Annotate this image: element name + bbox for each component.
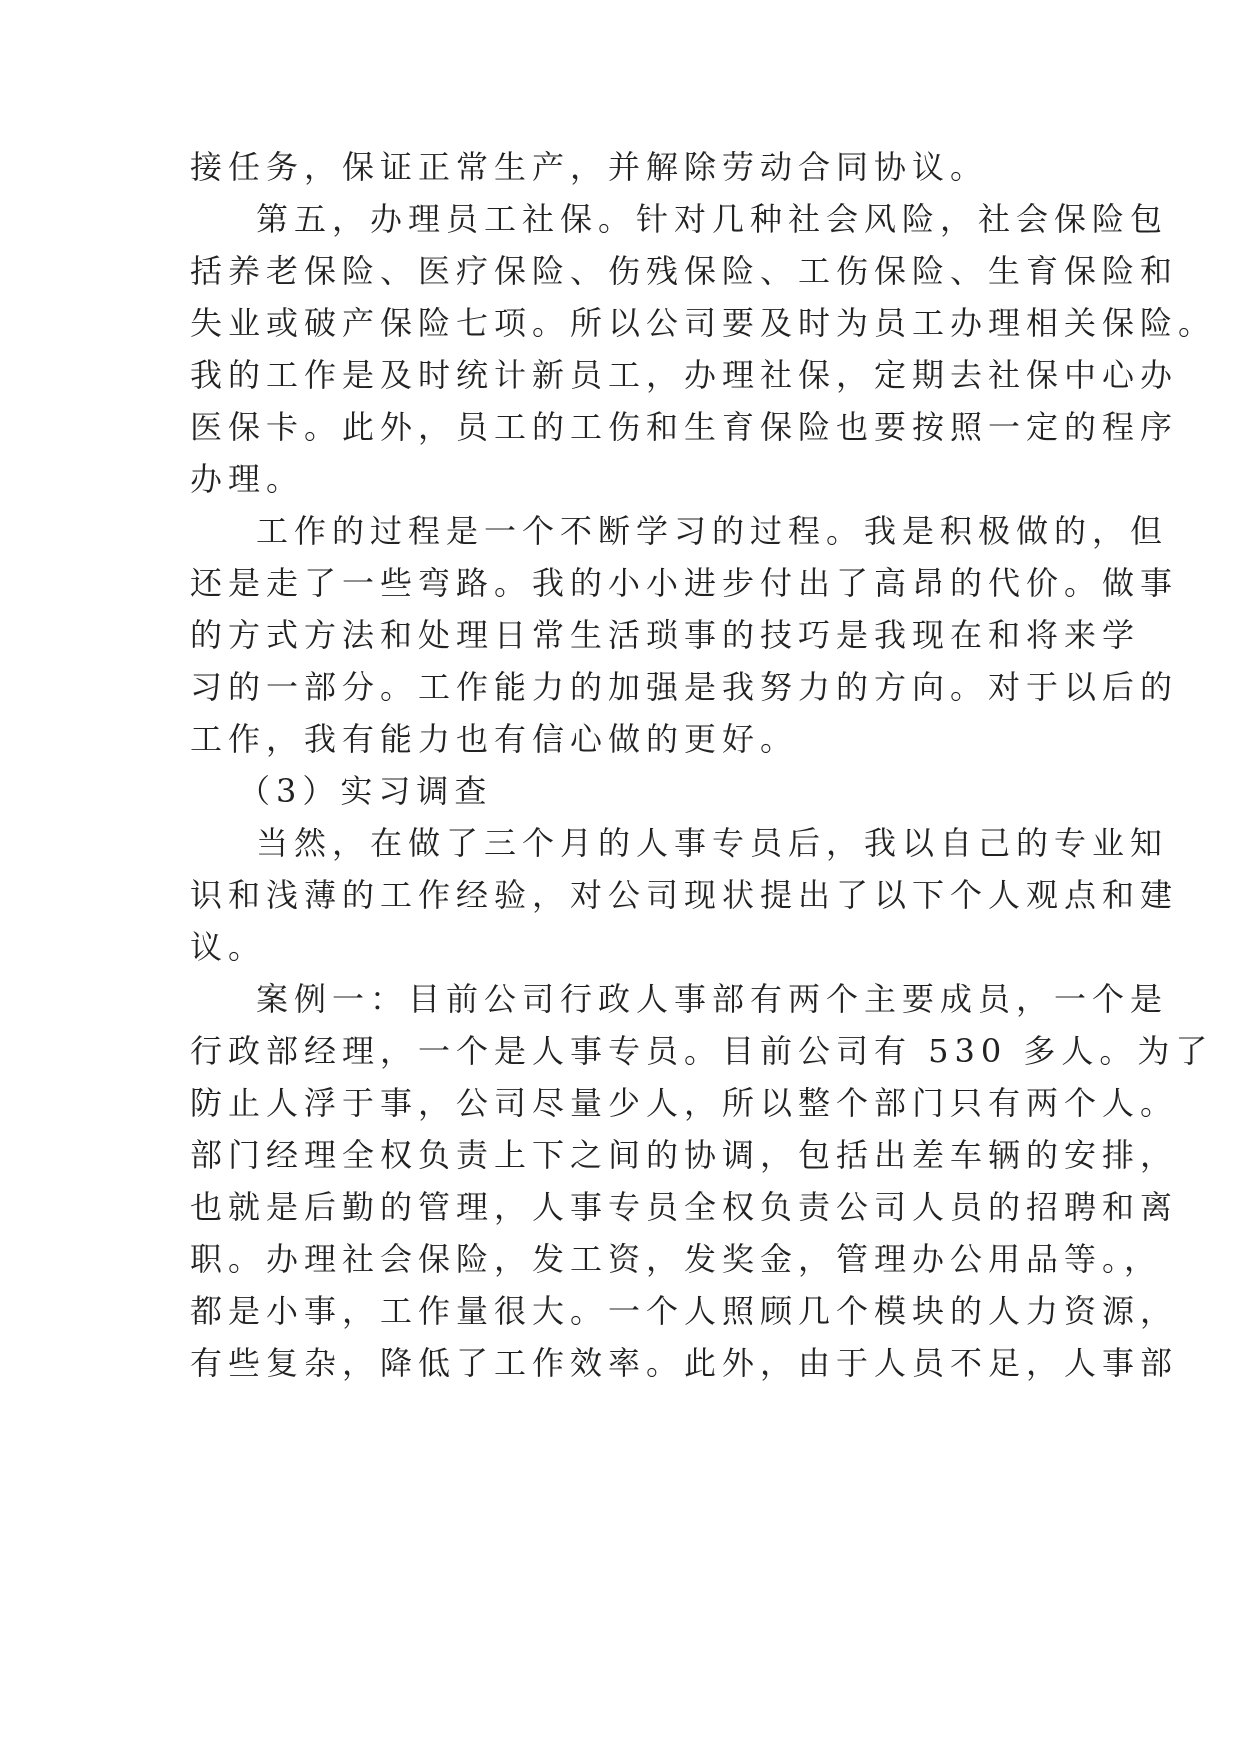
- text-line: 也就是后勤的管理，人事专员全权负责公司人员的招聘和离: [190, 1188, 1179, 1226]
- text-line: 职。办理社会保险，发工资，发奖金，管理办公用品等。，: [190, 1240, 1163, 1278]
- text-line: 办理。: [190, 460, 305, 498]
- text-line: 行政部经理，一个是人事专员。目前公司有 530 多人。为了: [190, 1032, 1214, 1070]
- text-line: 括养老保险、医疗保险、伤残保险、工伤保险、生育保险和: [190, 252, 1179, 290]
- text-line: 有些复杂，降低了工作效率。此外，由于人员不足，人事部: [190, 1344, 1179, 1382]
- paragraph-first-line: 当然，在做了三个月的人事专员后，我以自己的专业知: [256, 824, 1169, 862]
- text-line: 医保卡。此外，员工的工伤和生育保险也要按照一定的程序: [190, 408, 1179, 446]
- text-line: 议。: [190, 928, 267, 966]
- text-line: 还是走了一些弯路。我的小小进步付出了高昂的代价。做事: [190, 564, 1179, 602]
- paragraph-first-line: 工作的过程是一个不断学习的过程。我是积极做的，但: [256, 512, 1169, 550]
- text-line: 失业或破产保险七项。所以公司要及时为员工办理相关保险。: [190, 304, 1217, 342]
- paragraph-first-line: 第五，办理员工社保。针对几种社会风险，社会保险包: [256, 200, 1169, 238]
- text-line: 我的工作是及时统计新员工，办理社保，定期去社保中心办: [190, 356, 1179, 394]
- text-line: 习的一部分。工作能力的加强是我努力的方向。对于以后的: [190, 668, 1179, 706]
- text-line: 工作，我有能力也有信心做的更好。: [190, 720, 799, 758]
- paragraph-first-line: 案例一：目前公司行政人事部有两个主要成员，一个是: [256, 980, 1169, 1018]
- text-line: 识和浅薄的工作经验，对公司现状提出了以下个人观点和建: [190, 876, 1179, 914]
- text-line: 接任务，保证正常生产，并解除劳动合同协议。: [190, 148, 989, 186]
- text-line: 都是小事，工作量很大。一个人照顾几个模块的人力资源，: [190, 1292, 1179, 1330]
- text-line: 的方式方法和处理日常生活琐事的技巧是我现在和将来学: [190, 616, 1141, 654]
- section-heading: （3）实习调查: [238, 772, 493, 810]
- text-line: 防止人浮于事，公司尽量少人，所以整个部门只有两个人。: [190, 1084, 1179, 1122]
- text-line: 部门经理全权负责上下之间的协调，包括出差车辆的安排，: [190, 1136, 1179, 1174]
